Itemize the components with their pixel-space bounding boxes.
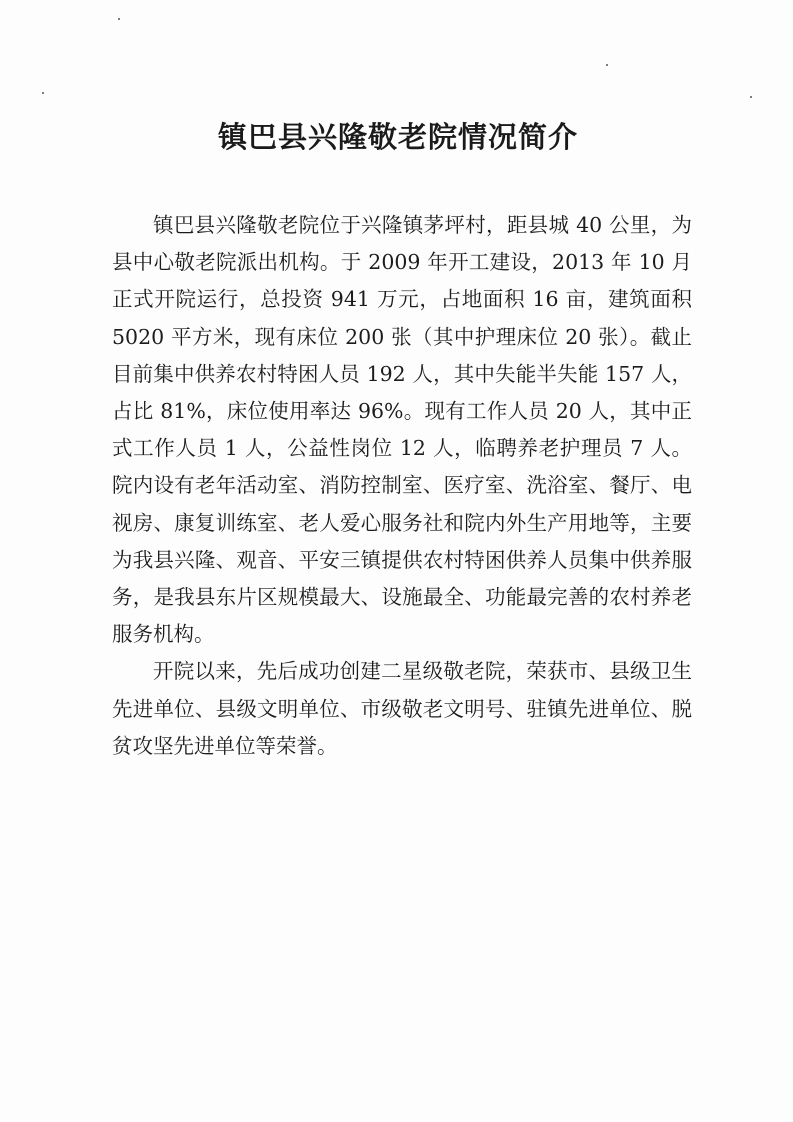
paragraph-honors: 开院以来，先后成功创建二星级敬老院，荣获市、县级卫生先进单位、县级文明单位、市级敬老文明号、驻镇先进单位、脱贫攻坚先进单位等荣誉。 <box>112 659 692 758</box>
scan-speck <box>750 96 752 98</box>
document-title: 镇巴县兴隆敬老院情况简介 <box>217 120 578 154</box>
scan-speck <box>42 92 44 94</box>
document-body <box>112 207 692 765</box>
paragraph-overview: 镇巴县兴隆敬老院位于兴隆镇茅坪村，距县城 40 公里，为县中心敬老院派出机构。于 2009 年开工建设，2013 年 10 月正式开院运行，总投资 941 万元，占地面积 16 亩，建筑面积 5020 平方米，现有床位 200 张（其中护理床位 20 张）。截止目前集中供养农村特困人员 192 人，其中失能半失能 157 人，占比 81%，床位使用率达 96%。现有工作人员 20 人，其中正式工作人员 1 人，公益性岗位 12 人，临聘养老护理员 7 人。院内设有老年活动室、消防控制室、医疗室、洗浴室、餐厅、电视房、康复训练室、老人爱心服务社和院内外生产用地等，主要为我县兴隆、观音、平安三镇提供农村特困供养人员集中供养服务，是我县东片区规模最大、设施最全、功能最完善的农村养老服务机构。 <box>112 213 692 647</box>
scan-speck <box>118 18 120 20</box>
scan-speck <box>606 64 608 66</box>
